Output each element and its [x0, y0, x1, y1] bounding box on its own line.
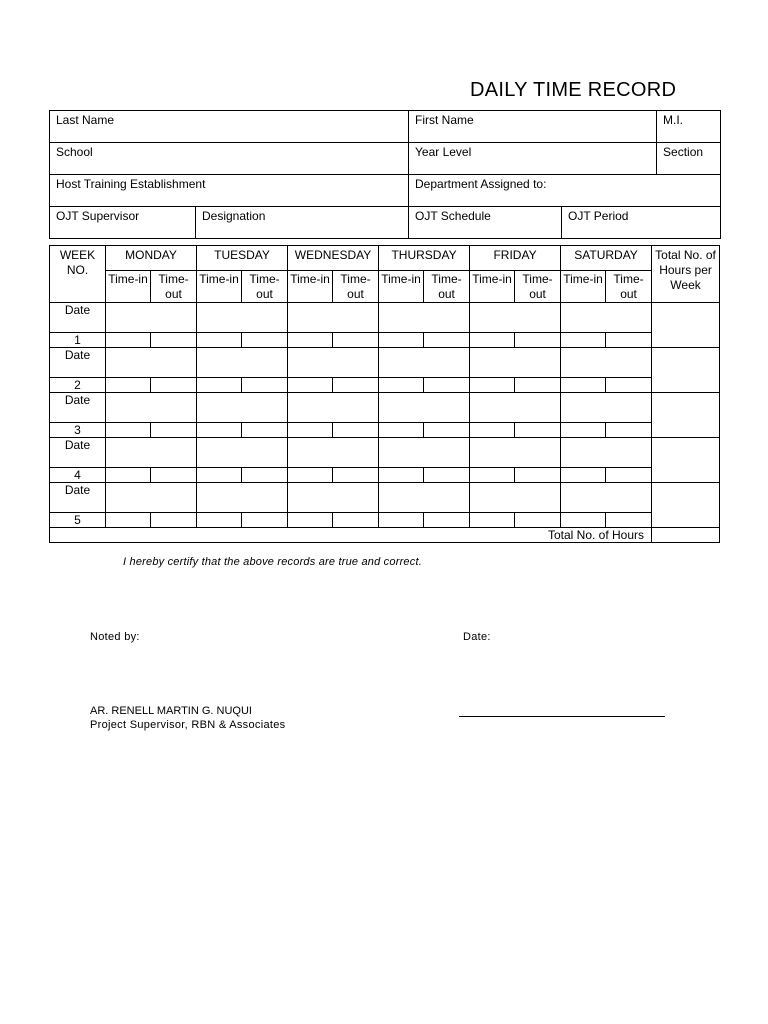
date-cell-tuesday[interactable] [197, 348, 288, 378]
year-level-field[interactable] [409, 143, 657, 175]
time-out-cell[interactable] [515, 468, 561, 483]
time-out-cell[interactable] [606, 423, 652, 438]
time-in-cell[interactable] [379, 513, 424, 528]
mi-label: M.I. [663, 113, 684, 127]
date-label: Date: [463, 631, 491, 643]
date-cell-tuesday[interactable] [197, 483, 288, 513]
week-total-cell[interactable] [652, 438, 720, 483]
time-out-cell[interactable] [424, 513, 470, 528]
week-date-row [50, 348, 720, 378]
time-in-cell[interactable] [106, 378, 151, 393]
time-out-cell[interactable] [242, 468, 288, 483]
time-out-cell[interactable] [242, 333, 288, 348]
week-date-row [50, 393, 720, 423]
grand-total-cell[interactable] [652, 528, 720, 543]
time-in-cell[interactable] [470, 423, 515, 438]
time-out-cell[interactable] [333, 333, 379, 348]
student-info-table [49, 110, 721, 239]
host-field[interactable] [50, 175, 409, 207]
signature-line[interactable] [459, 716, 665, 717]
time-in-cell[interactable] [106, 333, 151, 348]
time-in-cell[interactable] [379, 333, 424, 348]
time-in-cell[interactable] [470, 378, 515, 393]
date-label: Date [50, 348, 106, 378]
time-out-cell[interactable] [606, 468, 652, 483]
time-in-cell[interactable] [470, 468, 515, 483]
period-field[interactable] [562, 207, 721, 239]
date-cell-friday[interactable] [470, 393, 561, 423]
time-in-header: Time-in [561, 271, 606, 303]
week-no-header: WEEK NO. [50, 246, 106, 303]
week-number: 4 [50, 468, 106, 483]
time-out-header: Time-out [242, 271, 288, 303]
supervisor-label: OJT Supervisor [56, 209, 140, 223]
time-out-cell[interactable] [242, 513, 288, 528]
time-out-header: Time-out [151, 271, 197, 303]
signatory-title: Project Supervisor, RBN & Associates [90, 719, 286, 731]
time-in-cell[interactable] [106, 423, 151, 438]
time-record-table [49, 245, 720, 543]
time-out-header: Time-out [515, 271, 561, 303]
time-in-cell[interactable] [561, 378, 606, 393]
date-label: Date [50, 393, 106, 423]
total-hours-header: Total No. of Hours per Week [652, 246, 720, 303]
week-date-row [50, 303, 720, 333]
time-out-cell[interactable] [515, 333, 561, 348]
week-total-cell[interactable] [652, 348, 720, 393]
time-out-cell[interactable] [606, 333, 652, 348]
first-name-label: First Name [415, 113, 474, 127]
date-label: Date [50, 303, 106, 333]
supervisor-field[interactable] [50, 207, 196, 239]
time-out-cell[interactable] [424, 468, 470, 483]
time-in-header: Time-in [470, 271, 515, 303]
week-total-cell[interactable] [652, 393, 720, 438]
time-out-cell[interactable] [424, 333, 470, 348]
date-cell-thursday[interactable] [379, 348, 470, 378]
date-cell-monday[interactable] [106, 483, 197, 513]
time-in-cell[interactable] [288, 468, 333, 483]
date-cell-thursday[interactable] [379, 393, 470, 423]
time-in-cell[interactable] [197, 513, 242, 528]
designation-label: Designation [202, 209, 266, 223]
time-out-cell[interactable] [515, 378, 561, 393]
time-in-cell[interactable] [288, 378, 333, 393]
section-label: Section [663, 145, 704, 159]
time-in-cell[interactable] [561, 423, 606, 438]
time-out-header: Time-out [424, 271, 470, 303]
time-in-cell[interactable] [106, 513, 151, 528]
week-time-row [50, 333, 720, 348]
day-header-monday: MONDAY [106, 246, 197, 271]
last-name-label: Last Name [56, 113, 115, 127]
time-in-header: Time-in [197, 271, 242, 303]
time-out-cell[interactable] [151, 513, 197, 528]
week-number: 1 [50, 333, 106, 348]
last-name-field[interactable] [50, 111, 409, 143]
time-in-cell[interactable] [197, 333, 242, 348]
week-date-row [50, 438, 720, 468]
time-out-cell[interactable] [242, 378, 288, 393]
certification-text: I hereby certify that the above records are true and correct. [123, 556, 422, 568]
time-out-header: Time-out [606, 271, 652, 303]
time-out-cell[interactable] [515, 513, 561, 528]
date-cell-thursday[interactable] [379, 438, 470, 468]
schedule-label: OJT Schedule [415, 209, 491, 223]
signatory-name: AR. RENELL MARTIN G. NUQUI [90, 705, 252, 717]
noted-by-label: Noted by: [90, 631, 140, 643]
date-cell-wednesday[interactable] [288, 393, 379, 423]
date-label: Date [50, 438, 106, 468]
time-out-cell[interactable] [333, 468, 379, 483]
total-hours-label: Total No. of Hours [50, 528, 652, 543]
date-cell-thursday[interactable] [379, 303, 470, 333]
time-in-cell[interactable] [288, 333, 333, 348]
date-cell-wednesday[interactable] [288, 348, 379, 378]
period-label: OJT Period [568, 209, 629, 223]
time-in-cell[interactable] [197, 378, 242, 393]
date-cell-saturday[interactable] [561, 438, 652, 468]
time-in-cell[interactable] [470, 513, 515, 528]
host-label: Host Training Establishment [56, 177, 206, 191]
week-time-row [50, 468, 720, 483]
year-level-label: Year Level [415, 145, 472, 159]
time-in-cell[interactable] [561, 468, 606, 483]
time-in-header: Time-in [288, 271, 333, 303]
date-cell-tuesday[interactable] [197, 303, 288, 333]
week-date-row [50, 483, 720, 513]
date-cell-saturday[interactable] [561, 393, 652, 423]
week-number: 3 [50, 423, 106, 438]
day-header-thursday: THURSDAY [379, 246, 470, 271]
school-label: School [56, 145, 93, 159]
week-time-row [50, 423, 720, 438]
date-cell-saturday[interactable] [561, 348, 652, 378]
day-header-saturday: SATURDAY [561, 246, 652, 271]
time-out-cell[interactable] [333, 378, 379, 393]
form-title: DAILY TIME RECORD [470, 79, 677, 101]
time-out-cell[interactable] [424, 423, 470, 438]
week-time-row [50, 378, 720, 393]
week-time-row [50, 513, 720, 528]
school-field[interactable] [50, 143, 409, 175]
week-number: 5 [50, 513, 106, 528]
schedule-field[interactable] [409, 207, 562, 239]
date-cell-friday[interactable] [470, 483, 561, 513]
date-cell-monday[interactable] [106, 393, 197, 423]
time-out-cell[interactable] [606, 513, 652, 528]
designation-field[interactable] [196, 207, 409, 239]
date-cell-wednesday[interactable] [288, 483, 379, 513]
time-out-cell[interactable] [333, 513, 379, 528]
time-in-cell[interactable] [379, 423, 424, 438]
section-field[interactable] [657, 143, 721, 175]
time-out-cell[interactable] [151, 423, 197, 438]
date-cell-thursday[interactable] [379, 483, 470, 513]
date-cell-saturday[interactable] [561, 483, 652, 513]
time-in-cell[interactable] [561, 333, 606, 348]
time-in-header: Time-in [106, 271, 151, 303]
time-in-cell[interactable] [288, 513, 333, 528]
time-out-header: Time-out [333, 271, 379, 303]
time-in-cell[interactable] [288, 423, 333, 438]
time-out-cell[interactable] [424, 378, 470, 393]
time-in-cell[interactable] [197, 423, 242, 438]
mi-field[interactable] [657, 111, 721, 143]
time-in-cell[interactable] [379, 468, 424, 483]
date-cell-wednesday[interactable] [288, 438, 379, 468]
date-cell-wednesday[interactable] [288, 303, 379, 333]
date-cell-friday[interactable] [470, 438, 561, 468]
date-cell-friday[interactable] [470, 303, 561, 333]
department-field[interactable] [409, 175, 721, 207]
time-in-cell[interactable] [561, 513, 606, 528]
time-in-cell[interactable] [106, 468, 151, 483]
time-out-cell[interactable] [333, 423, 379, 438]
week-total-cell[interactable] [652, 483, 720, 528]
time-in-cell[interactable] [197, 468, 242, 483]
week-total-cell[interactable] [652, 303, 720, 348]
time-out-cell[interactable] [515, 423, 561, 438]
day-header-wednesday: WEDNESDAY [288, 246, 379, 271]
time-out-cell[interactable] [151, 468, 197, 483]
first-name-field[interactable] [409, 111, 657, 143]
department-label: Department Assigned to: [415, 177, 547, 191]
time-out-cell[interactable] [151, 333, 197, 348]
date-cell-monday[interactable] [106, 438, 197, 468]
date-cell-saturday[interactable] [561, 303, 652, 333]
date-cell-tuesday[interactable] [197, 438, 288, 468]
time-in-header: Time-in [379, 271, 424, 303]
time-out-cell[interactable] [242, 423, 288, 438]
time-in-cell[interactable] [470, 333, 515, 348]
date-cell-monday[interactable] [106, 348, 197, 378]
week-number: 2 [50, 378, 106, 393]
day-header-tuesday: TUESDAY [197, 246, 288, 271]
date-cell-monday[interactable] [106, 303, 197, 333]
date-label: Date [50, 483, 106, 513]
day-header-friday: FRIDAY [470, 246, 561, 271]
date-cell-tuesday[interactable] [197, 393, 288, 423]
time-out-cell[interactable] [151, 378, 197, 393]
date-cell-friday[interactable] [470, 348, 561, 378]
time-out-cell[interactable] [606, 378, 652, 393]
time-in-cell[interactable] [379, 378, 424, 393]
